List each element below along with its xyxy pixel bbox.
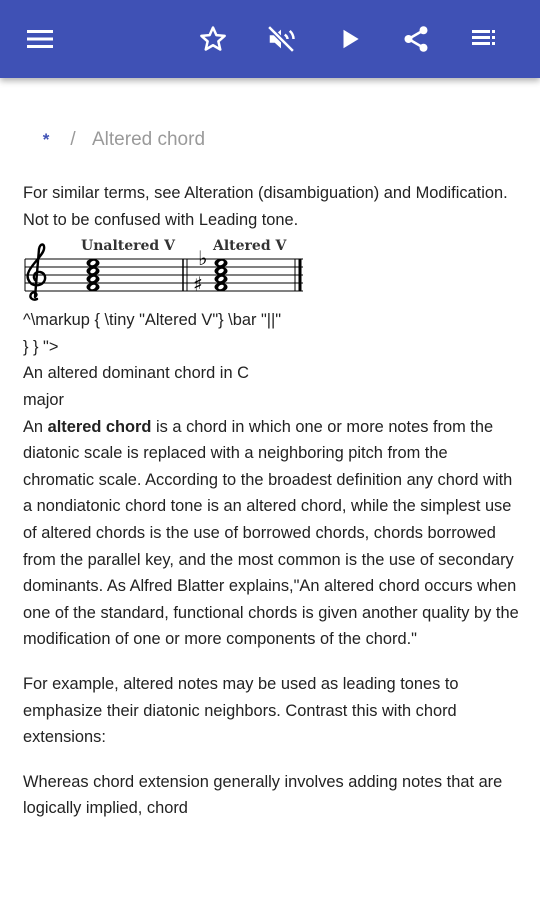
markup-text-line2: } } "> [23,337,59,356]
menu-icon[interactable] [20,19,60,59]
breadcrumb [38,128,205,152]
volume-off-icon[interactable] [261,19,301,59]
play-icon[interactable] [330,19,370,59]
breadcrumb-current: Altered chord [92,129,206,150]
figure-caption-line1: An altered dominant chord in C [23,364,249,383]
breadcrumb-home[interactable]: * [42,130,50,149]
intro-body: is a chord in which one or more notes from the diatonic scale is replaced with a neighboring pitch from the chromatic scale. According to the broadest definition any chord with a nondiatonic chord tone is an altered chord, while the simplest use of altered chords is the use of borrowed chords, chords borrowed from the parallel key, and the most common is the use of secondary dominants. As Alfred Blatter explains,"An altered chord occurs when one of the standard, functional chords is given another quality by the modification of one or more components of the chord." [23,417,519,649]
example-paragraph: For example, altered notes may be used as leading tones to emphasize their diatonic neighbors. Contrast this with chord extensions: [23,674,459,747]
score-label-unaltered: Unaltered V [81,238,175,255]
score-label-altered: Altered V [213,238,287,255]
star-icon[interactable] [193,19,233,59]
list-icon[interactable] [464,19,504,59]
intro-prefix: An [23,417,48,436]
hatnote-not-confused: Not to be confused with Leading tone. [23,210,299,229]
figure-caption-line2: major [23,390,64,409]
intro-term: altered chord [47,417,152,436]
block-quote: Whereas chord extension generally involves adding notes that are logically implied, chord [23,772,503,818]
share-icon[interactable] [396,19,436,59]
hatnote-similar-terms: For similar terms, see Alteration (disambiguation) and Modification. [23,184,508,202]
breadcrumb-separator: / [70,129,76,150]
markup-text-line1: ^\markup { \tiny "Altered V"} \bar "||" [23,311,282,330]
svg-text:♯: ♯ [193,272,203,297]
svg-text:♭: ♭ [198,246,208,271]
intro-paragraph [23,414,523,653]
article-body [23,180,523,822]
score-image [23,235,313,307]
app-toolbar [0,0,540,78]
